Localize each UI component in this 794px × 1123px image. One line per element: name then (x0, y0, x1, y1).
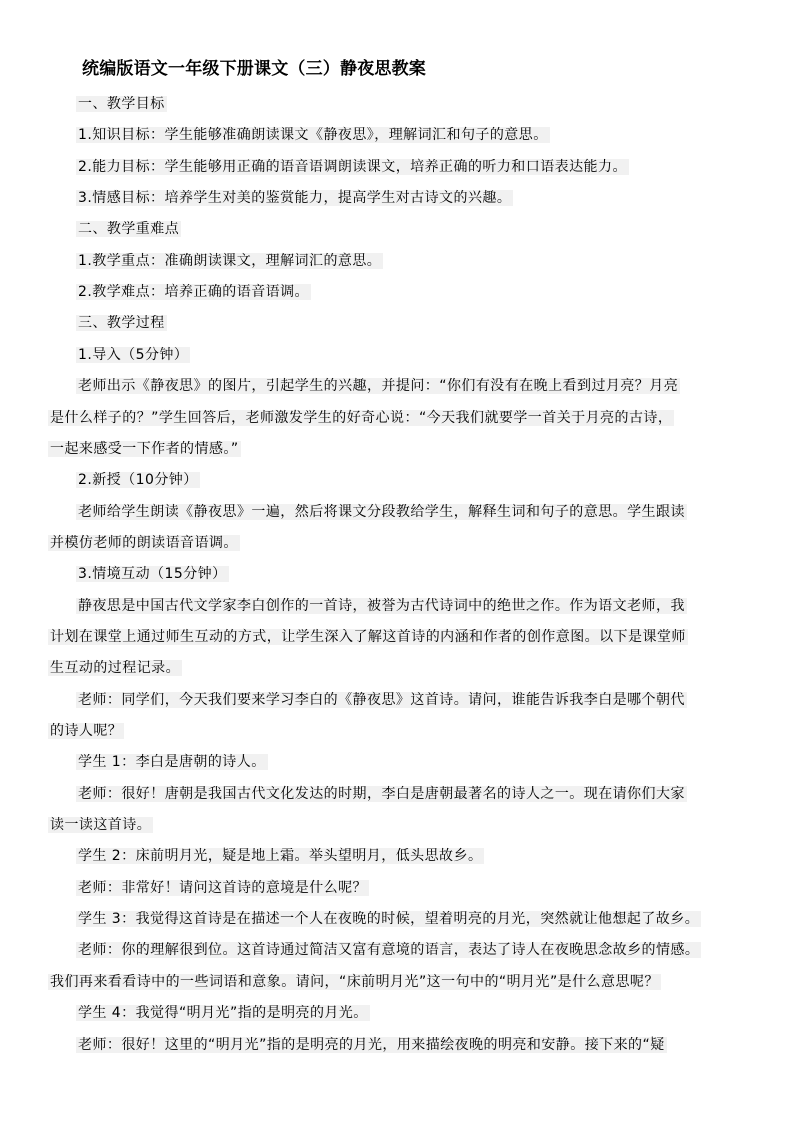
text-line: 的诗人呢？ (50, 723, 123, 739)
text-line: 1.教学重点：准确朗读课文，理解词汇的意思。 (78, 252, 382, 269)
text-line: 一、教学目标 (78, 96, 165, 112)
text-line: 我们再来看看诗中的一些词语和意象。请问，“床前明月光”这一句中的“明月光”是什么意思呢？ (50, 973, 659, 990)
text-line: 生互动的过程记录。 (50, 660, 181, 677)
text-line: 学生 2：床前明月光，疑是地上霜。举头望明月，低头思故乡。 (78, 848, 483, 865)
text-line: 老师：你的理解很到位。这首诗通过简洁又富有意境的语言，表达了诗人在夜晚思念故乡的情感。 (78, 942, 700, 959)
text-line: 学生 1：李白是唐朝的诗人。 (78, 754, 266, 771)
document-title: 统编版语文一年级下册课文（三）静夜思教案 (82, 59, 426, 79)
text-line: 2.新授（10分钟） (78, 472, 198, 489)
text-line: 老师：很好！这里的“明月光”指的是明亮的月光，用来描绘夜晚的明亮和安静。接下来的“疑 (78, 1036, 665, 1053)
text-line: 2.教学难点：培养正确的语音语调。 (78, 284, 310, 301)
text-line: 三、教学过程 (78, 315, 165, 332)
text-line: 二、教学重难点 (78, 221, 180, 238)
text-line: 老师出示《静夜思》的图片，引起学生的兴趣，并提问：“你们有没有在晚上看到过月亮？月亮 (78, 378, 679, 395)
text-line: 老师：非常好！请问这首诗的意境是什么呢？ (78, 879, 367, 896)
text-line: 计划在课堂上通过师生互动的方式，让学生深入了解这首诗的内涵和作者的创作意图。以下是课堂师 (50, 628, 686, 645)
text-line: 老师给学生朗读《静夜思》一遍，然后将课文分段教给学生，解释生词和句子的意思。学生跟读 (78, 503, 685, 520)
text-line: 学生 3：我觉得这首诗是在描述一个人在夜晚的时候，望着明亮的月光，突然就让他想起了故乡。 (78, 911, 700, 928)
text-line: 老师：同学们，今天我们要来学习李白的《静夜思》这首诗。请问，谁能告诉我李白是哪个朝代 (78, 691, 685, 708)
text-line: 3.情境互动（15分钟） (78, 566, 227, 583)
text-line: 1.导入（5分钟） (78, 346, 189, 363)
text-line: 静夜思是中国古代文学家李白创作的一首诗，被誉为古代诗词中的绝世之作。作为语文老师，我 (78, 597, 685, 614)
text-line: 一起来感受一下作者的情感。” (50, 440, 239, 457)
text-line: 学生 4：我觉得“明月光”指的是明亮的月光。 (78, 1005, 368, 1022)
text-line: 读一读这首诗。 (50, 817, 152, 834)
text-line: 3.情感目标：培养学生对美的鉴赏能力，提高学生对古诗文的兴趣。 (78, 190, 512, 207)
text-line: 1.知识目标：学生能够准确朗读课文《静夜思》，理解词汇和句子的意思。 (78, 127, 548, 144)
text-line: 并模仿老师的朗读语音语调。 (50, 534, 238, 551)
text-line: 2.能力目标：学生能够用正确的语音语调朗读课文，培养正确的听力和口语表达能力。 (78, 158, 627, 175)
text-line: 是什么样子的？”学生回答后，老师激发学生的好奇心说：“今天我们就要学一首关于月亮的古诗， (50, 409, 673, 426)
text-line: 老师：很好！唐朝是我国古代文化发达的时期，李白是唐朝最著名的诗人之一。现在请你们大家 (78, 785, 685, 802)
